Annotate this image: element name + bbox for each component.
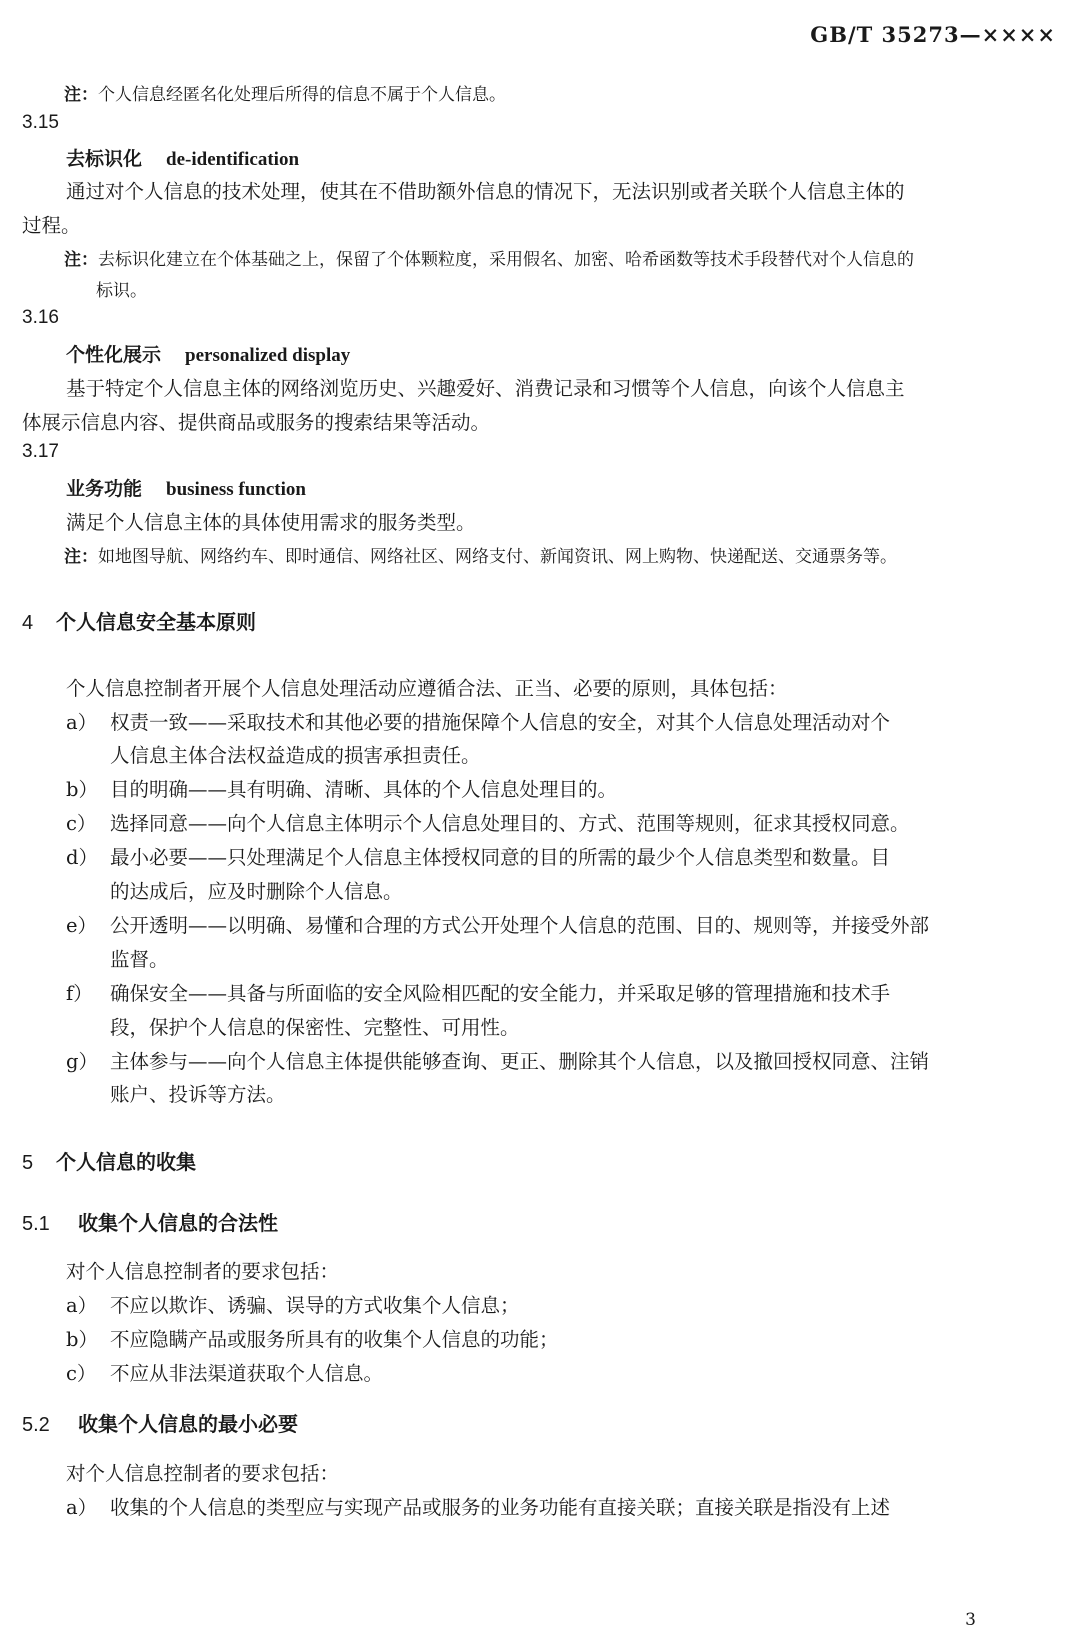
- clause-number-3-15: 3.15: [22, 112, 59, 133]
- term-cn: 去标识化: [66, 148, 143, 170]
- list-item-key: e）: [66, 914, 98, 937]
- list-item-key: a）: [66, 1496, 98, 1519]
- definition-3-16-line1: 基于特定个人信息主体的网络浏览历史、兴趣爱好、消费记录和习惯等个人信息，向该个人信息主: [66, 377, 905, 400]
- requirement-5-1-c: 不应从非法渠道获取个人信息。: [110, 1362, 384, 1385]
- note-3-14: [64, 80, 506, 105]
- principle-a-line2: 人信息主体合法权益造成的损害承担责任。: [110, 744, 481, 767]
- list-item-key: c）: [66, 1362, 97, 1385]
- section-heading-5-2: [22, 1408, 298, 1437]
- term-en: business function: [166, 479, 306, 500]
- note-3-15-line2: 标识。: [96, 281, 147, 301]
- requirement-5-1-a: 不应以欺诈、诱骗、误导的方式收集个人信息；: [110, 1294, 520, 1317]
- note-label: 注：: [64, 250, 98, 270]
- definition-3-16-line2: 体展示信息内容、提供商品或服务的搜索结果等活动。: [22, 411, 491, 434]
- clause-number-3-17: 3.17: [22, 441, 59, 462]
- section-4-intro: 个人信息控制者开展个人信息处理活动应遵循合法、正当、必要的原则，具体包括：: [66, 677, 788, 700]
- list-item-key: a）: [66, 711, 98, 734]
- standard-code-header: GB/T 35273—××××: [810, 22, 1056, 47]
- definition-3-17-line1: 满足个人信息主体的具体使用需求的服务类型。: [66, 511, 476, 534]
- section-title: 个人信息安全基本原则: [56, 610, 256, 634]
- section-number: 5.1: [22, 1213, 50, 1235]
- list-item-key: f）: [66, 982, 93, 1005]
- principle-g-line2: 账户、投诉等方法。: [110, 1083, 286, 1106]
- term-3-16: [66, 340, 350, 367]
- list-item-key: d）: [66, 846, 98, 869]
- term-en: personalized display: [185, 345, 351, 366]
- note-3-15-line1: [64, 245, 914, 270]
- list-item-key: g）: [66, 1050, 98, 1073]
- note-text: 如地图导航、网络约车、即时通信、网络社区、网络支付、新闻资讯、网上购物、快递配送、交通票务等。: [98, 547, 897, 567]
- term-3-15: [66, 144, 299, 171]
- note-text: 个人信息经匿名化处理后所得的信息不属于个人信息。: [98, 85, 506, 105]
- note-text: 去标识化建立在个体基础之上，保留了个体颗粒度，采用假名、加密、哈希函数等技术手段替代对个人信息的: [98, 250, 914, 270]
- section-title: 收集个人信息的最小必要: [78, 1412, 298, 1436]
- term-cn: 个性化展示: [66, 344, 162, 366]
- section-5-1-intro: 对个人信息控制者的要求包括：: [66, 1260, 340, 1283]
- section-title: 收集个人信息的合法性: [78, 1211, 278, 1235]
- section-number: 5.2: [22, 1414, 50, 1436]
- principle-e-line1: 公开透明——以明确、易懂和合理的方式公开处理个人信息的范围、目的、规则等，并接受外部: [110, 914, 930, 937]
- term-en: de-identification: [166, 149, 300, 170]
- requirement-5-1-b: 不应隐瞒产品或服务所具有的收集个人信息的功能；: [110, 1328, 559, 1351]
- section-number: 4: [22, 612, 34, 634]
- note-label: 注：: [64, 547, 98, 567]
- section-heading-5-1: [22, 1207, 278, 1236]
- term-cn: 业务功能: [66, 478, 143, 500]
- principle-b-line1: 目的明确——具有明确、清晰、具体的个人信息处理目的。: [110, 778, 618, 801]
- note-label: 注：: [64, 85, 98, 105]
- section-heading-5: [22, 1146, 196, 1175]
- section-number: 5: [22, 1152, 34, 1174]
- principle-a-line1: 权责一致——采取技术和其他必要的措施保障个人信息的安全，对其个人信息处理活动对个: [110, 711, 891, 734]
- page-number: 3: [965, 1610, 976, 1630]
- clause-number-3-16: 3.16: [22, 307, 59, 328]
- list-item-key: a）: [66, 1294, 98, 1317]
- definition-3-15-line1: 通过对个人信息的技术处理，使其在不借助额外信息的情况下，无法识别或者关联个人信息主体的: [66, 180, 905, 203]
- section-title: 个人信息的收集: [56, 1150, 196, 1174]
- term-3-17: [66, 474, 306, 501]
- principle-d-line1: 最小必要——只处理满足个人信息主体授权同意的目的所需的最少个人信息类型和数量。目: [110, 846, 891, 869]
- list-item-key: b）: [66, 1328, 98, 1351]
- principle-g-line1: 主体参与——向个人信息主体提供能够查询、更正、删除其个人信息，以及撤回授权同意、注销: [110, 1050, 930, 1073]
- list-item-key: c）: [66, 812, 97, 835]
- definition-3-15-line2: 过程。: [22, 214, 81, 237]
- note-3-17: [64, 542, 897, 567]
- principle-c-line1: 选择同意——向个人信息主体明示个人信息处理目的、方式、范围等规则，征求其授权同意。: [110, 812, 910, 835]
- section-5-2-intro: 对个人信息控制者的要求包括：: [66, 1462, 340, 1485]
- principle-f-line2: 段，保护个人信息的保密性、完整性、可用性。: [110, 1016, 520, 1039]
- principle-d-line2: 的达成后，应及时删除个人信息。: [110, 880, 403, 903]
- principle-e-line2: 监督。: [110, 948, 169, 971]
- list-item-key: b）: [66, 778, 98, 801]
- section-heading-4: [22, 606, 256, 635]
- principle-f-line1: 确保安全——具备与所面临的安全风险相匹配的安全能力，并采取足够的管理措施和技术手: [110, 982, 891, 1005]
- requirement-5-2-a: 收集的个人信息的类型应与实现产品或服务的业务功能有直接关联；直接关联是指没有上述: [110, 1496, 891, 1519]
